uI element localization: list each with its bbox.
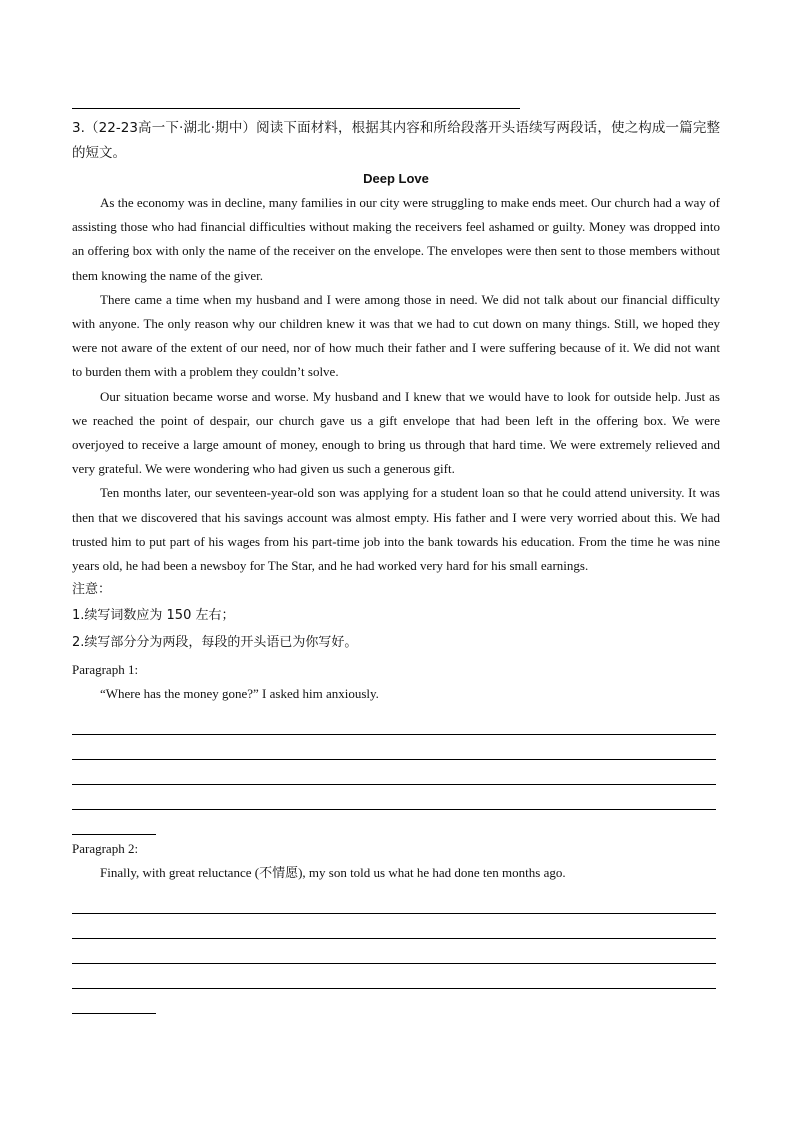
question-instruction: 阅读下面材料，根据其内容和所给段落开头语续写两段话，使之构成一篇完整的短文。 — [72, 120, 721, 161]
passage-paragraph-3: Our situation became worse and worse. My husband and I knew that we would have to look for outside help. Just as we reached the point of despair, our church gave us a gift envelope that had been left in the offering box. We were overjoyed to receive a large amount of money, enough to bring us through that hard time. We were extremely relieved and very grateful. We were wondering who had given us such a generous gift. — [72, 388, 720, 477]
question-prompt — [72, 116, 720, 166]
question-number: 3. — [72, 120, 85, 136]
paragraph-1-label: Paragraph 1: — [72, 662, 139, 678]
passage-title: Deep Love — [363, 171, 429, 186]
answer-line[interactable] — [72, 964, 716, 989]
worksheet-content — [72, 116, 720, 1014]
paragraph-1-starter: “Where has the money gone?” I asked him anxiously. — [100, 686, 379, 702]
answer-line[interactable] — [72, 939, 716, 964]
notes-heading: 注意： — [72, 582, 112, 598]
paragraph-2-label: Paragraph 2: — [72, 841, 139, 857]
note-item-word-count: 1.续写词数应为 150 左右； — [72, 608, 235, 624]
passage-paragraph-1: As the economy was in decline, many families in our city were struggling to make ends meet. Our church had a way of assisting those who had financial difficulties without making the receivers feel ashamed or guilty. Money was dropped into an offering box with only the name of the receiver on the envelope. The envelopes were then sent to those members without them knowing the name of the giver. — [72, 195, 720, 283]
passage-paragraph-4: Ten months later, our seventeen-year-old son was applying for a student loan so that he could attend university. It was then that we discovered that his savings account was almost empty. His father and I were very worried about this. We had trusted him to put part of his wages from his part-time job into the bank towards his education. From the time he was nine years old, he had been a newsboy for The Star, and he had worked very hard for his small earnings. — [72, 485, 720, 574]
answer-line-end[interactable] — [72, 989, 156, 1014]
paragraph-1-writing-area[interactable] — [72, 710, 720, 835]
paragraph-2-writing-area[interactable] — [72, 889, 720, 1014]
passage-paragraph-2: There came a time when my husband and I were among those in need. We did not talk about our financial difficulty with anyone. The only reason why our children knew it was that we had to cut down on many things. Still, we hoped they were not aware of the extent of our need, nor of how much their father and I were suffering because of it. We did not want to burden them with a problem they couldn’t solve. — [72, 291, 720, 380]
answer-line[interactable] — [72, 889, 716, 914]
answer-line[interactable] — [72, 760, 716, 785]
top-divider — [72, 108, 520, 109]
paragraph-2-starter: Finally, with great reluctance (不情愿), my son told us what he had done ten months ago. — [100, 865, 566, 881]
answer-line[interactable] — [72, 735, 716, 760]
answer-line[interactable] — [72, 785, 716, 810]
answer-line-end[interactable] — [72, 810, 156, 835]
question-source: （22-23高一下·湖北·期中） — [84, 120, 257, 136]
answer-line[interactable] — [72, 914, 716, 939]
note-item-structure: 2.续写部分分为两段，每段的开头语已为你写好。 — [72, 635, 358, 651]
answer-line[interactable] — [72, 710, 716, 735]
